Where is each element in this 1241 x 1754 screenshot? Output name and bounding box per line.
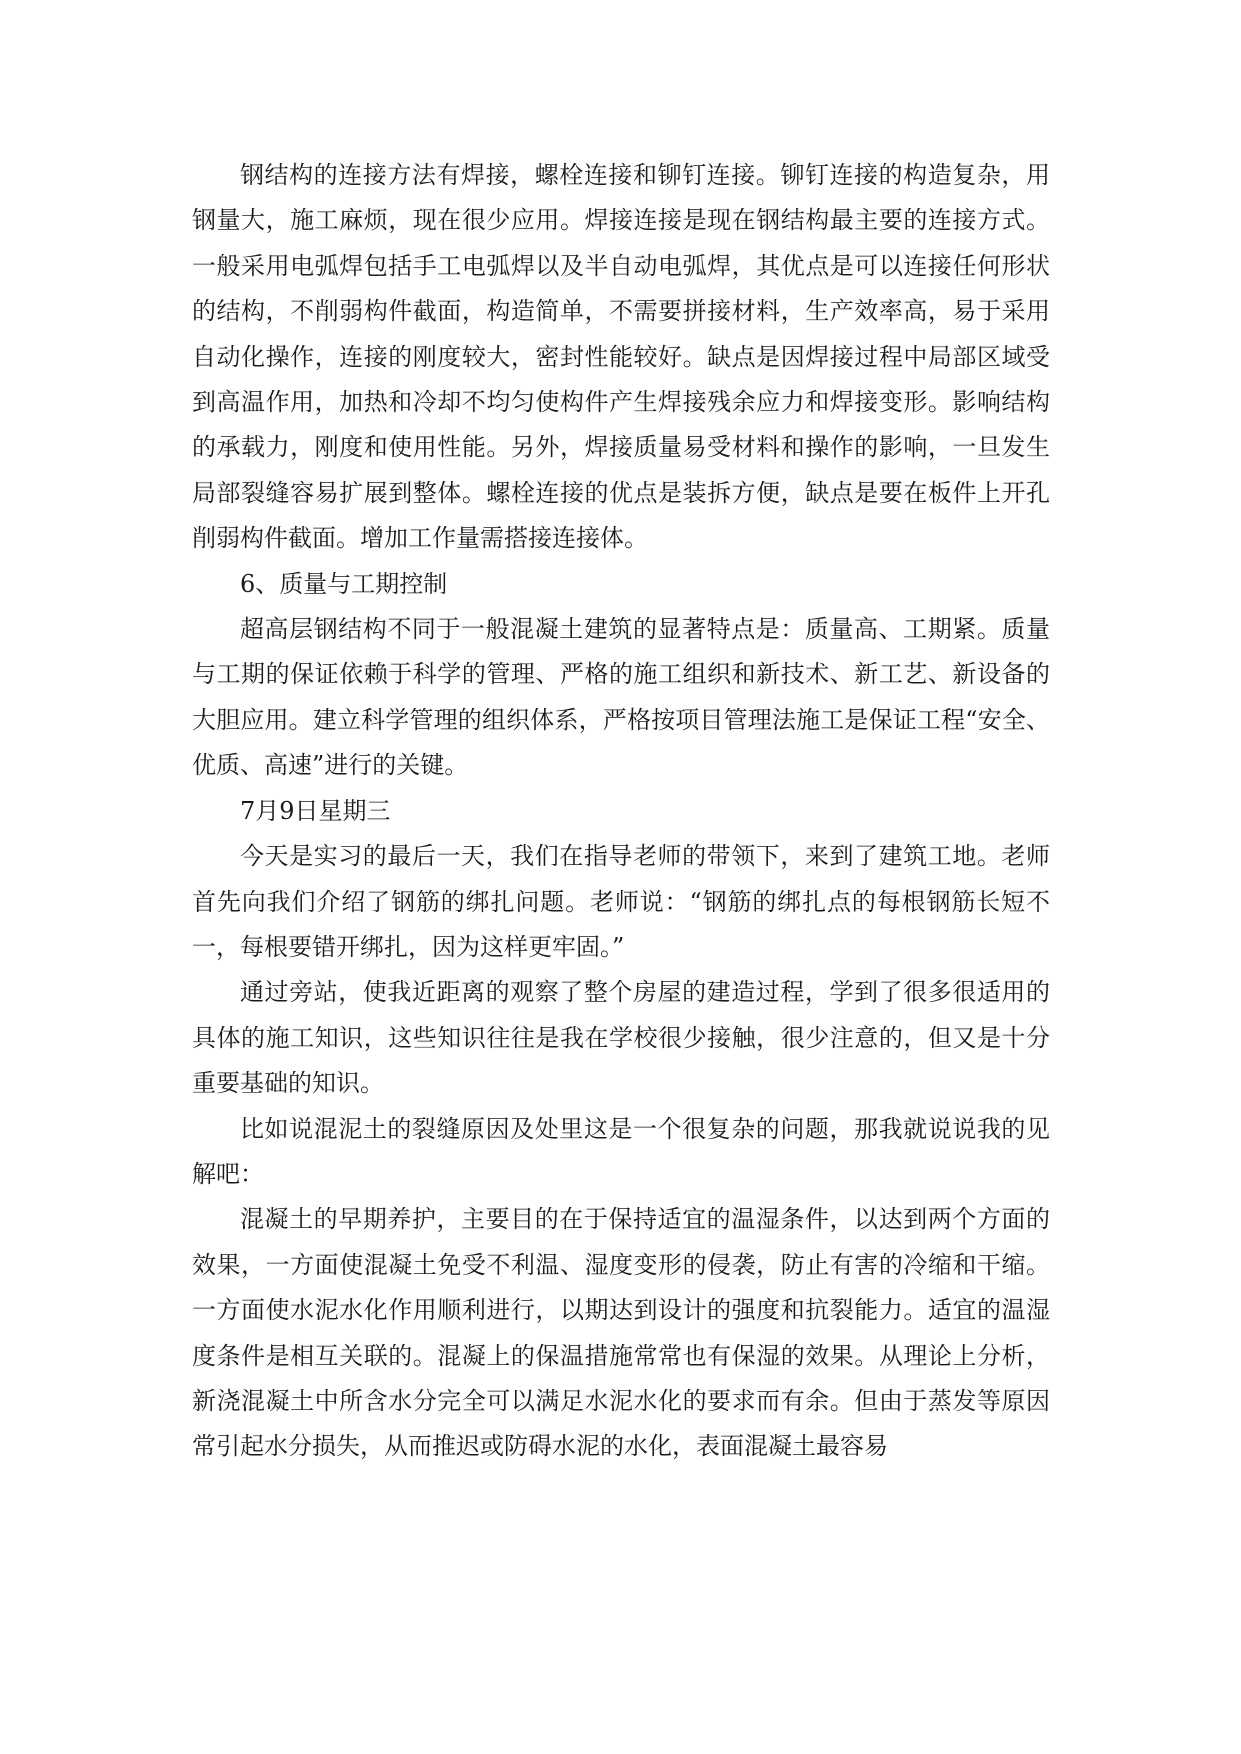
document-page [192,153,1050,1470]
paragraph-cracks-intro: 比如说混泥土的裂缝原因及处里这是一个很复杂的问题，那我就说说我的见解吧： [192,1114,1050,1188]
paragraph-observation: 通过旁站，使我近距离的观察了整个房屋的建造过程，学到了很多很适用的具体的施工知识，这些知识往往是我在学校很少接触，很少注意的，但又是十分重要基础的知识。 [192,978,1050,1098]
date-heading: 7月9日星期三 [240,796,391,825]
section-heading-quality-schedule: 6、质量与工期控制 [240,569,448,598]
paragraph-concrete-curing: 混凝土的早期养护，主要目的在于保持适宜的温湿条件，以达到两个方面的效果，一方面使混凝土免受不利温、湿度变形的侵袭，防止有害的冷缩和干缩。一方面使水泥水化作用顺利进行，以期达到设计的强度和抗裂能力。适宜的温湿度条件是相互关联的。混凝上的保温措施常常也有保湿的效果。从理论上分析，新浇混凝土中所含水分完全可以满足水泥水化的要求而有余。但由于蒸发等原因常引起水分损失，从而推迟或防碍水泥的水化，表面混凝土最容易 [192,1205,1050,1461]
paragraph-quality-schedule: 超高层钢结构不同于一般混凝土建筑的显著特点是：质量高、工期紧。质量与工期的保证依赖于科学的管理、严格的施工组织和新技术、新工艺、新设备的大胆应用。建立科学管理的组织体系，严格按项目管理法施工是保证工程“安全、优质、高速”进行的关键。 [192,615,1050,780]
paragraph-steel-connections: 钢结构的连接方法有焊接，螺栓连接和铆钉连接。铆钉连接的构造复杂，用钢量大，施工麻烦，现在很少应用。焊接连接是现在钢结构最主要的连接方式。一般采用电弧焊包括手工电弧焊以及半自动电弧焊，其优点是可以连接任何形状的结构，不削弱构件截面，构造简单，不需要拼接材料，生产效率高，易于采用自动化操作，连接的刚度较大，密封性能较好。缺点是因焊接过程中局部区域受到高温作用，加热和冷却不均匀使构件产生焊接残余应力和焊接变形。影响结构的承载力，刚度和使用性能。另外，焊接质量易受材料和操作的影响，一旦发生局部裂缝容易扩展到整体。螺栓连接的优点是装拆方便，缺点是要在板件上开孔削弱构件截面。增加工作量需搭接连接体。 [192,161,1050,553]
paragraph-last-day: 今天是实习的最后一天，我们在指导老师的带领下，来到了建筑工地。老师首先向我们介绍了钢筋的绑扎问题。老师说：“钢筋的绑扎点的每根钢筋长短不一，每根要错开绑扎，因为这样更牢固。” [192,842,1050,961]
